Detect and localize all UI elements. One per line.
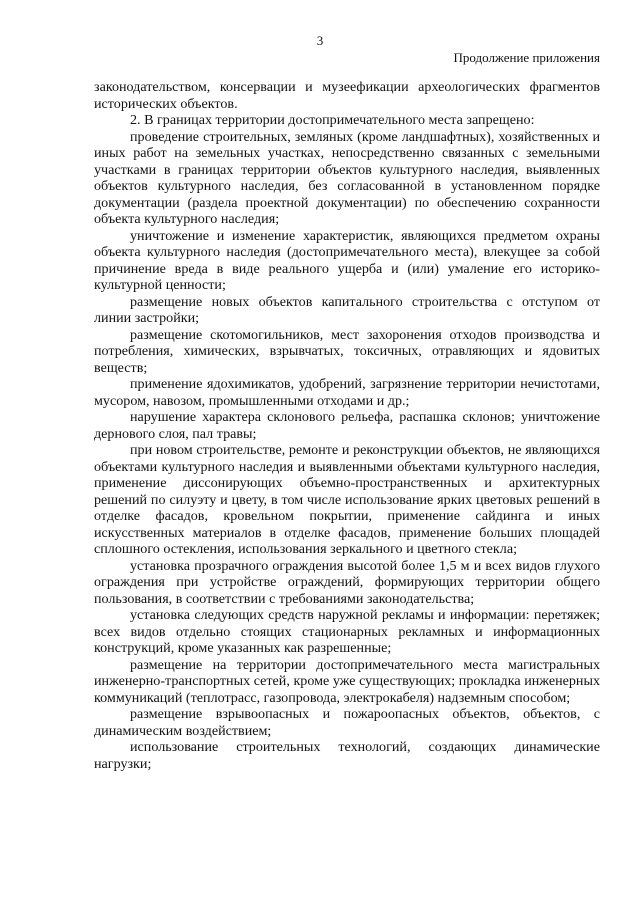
page-number: 3 xyxy=(316,33,324,48)
paragraph-item: применение ядохимикатов, удобрений, загрязнение территории нечистотами, мусором, навозом, промышленными отходами и др.; xyxy=(94,376,600,409)
paragraph-item: размещение на территории достопримечательного места магистральных инженерно-транспортных сетей, кроме уже существующих; прокладка инженерных коммуникаций (теплотрасс, газопровода, электрокабеля) надземным способом; xyxy=(94,656,600,706)
document-body xyxy=(94,79,600,772)
paragraph-item: размещение новых объектов капитального строительства с отступом от линии застройки; xyxy=(94,293,600,326)
header-note: Продолжение приложения xyxy=(453,50,600,65)
paragraph-item: установка следующих средств наружной рекламы и информации: перетяжек; всех видов отдельно стоящих стационарных рекламных и информационных конструкций, кроме указанных как разрешенные; xyxy=(94,607,600,656)
paragraph-section-2-intro: 2. В границах территории достопримечательного места запрещено: xyxy=(130,112,535,128)
paragraph-item: проведение строительных, земляных (кроме ландшафтных), хозяйственных и иных работ на земельных участках, непосредственно связанных с земельными участками в границах территории объектов культурного наследия, выявленных объектов культурного наследия, без согласованной в установленном порядке документации (раздела проектной документации) по обеспечению сохранности объекта культурного наследия; xyxy=(94,128,600,227)
paragraph-item: при новом строительстве, ремонте и реконструкции объектов, не являющихся объектами культурного наследия и выявленными объектами культурного наследия, применение диссонирующих объемно-пространственных и архитектурных решений по силуэту и цвету, в том числе использование ярких цветовых решений в отделке фасадов, кровельном покрытии, применение сайдинга и иных искусственных материалов в отделке фасадов, применение больших площадей сплошного остекления, использования зеркального и цветного стекла; xyxy=(94,442,600,557)
paragraph-item: размещение скотомогильников, мест захоронения отходов производства и потребления, химических, взрывчатых, токсичных, отравляющих и ядовитых веществ; xyxy=(94,326,600,376)
paragraph-item: нарушение характера склонового рельефа, распашка склонов; уничтожение дернового слоя, пал травы; xyxy=(94,409,600,442)
paragraph-item: установка прозрачного ограждения высотой более 1,5 м и всех видов глухого ограждения при устройстве ограждений, формирующих территории общего пользования, в соответствии с требованиями законодательства; xyxy=(94,557,600,607)
paragraph-continuation: законодательством, консервации и музеефикации археологических фрагментов исторических объектов. xyxy=(94,79,600,112)
paragraph-item: использование строительных технологий, создающих динамические нагрузки; xyxy=(94,739,600,772)
paragraph-item: уничтожение и изменение характеристик, являющихся предметом охраны объекта культурного наследия (достопримечательного места), влекущее за собой причинение вреда в виде реального ущерба и (или) умаление его историко-культурной ценности; xyxy=(94,227,600,293)
paragraph-item: размещение взрывоопасных и пожароопасных объектов, объектов, с динамическим воздействием; xyxy=(94,706,600,739)
